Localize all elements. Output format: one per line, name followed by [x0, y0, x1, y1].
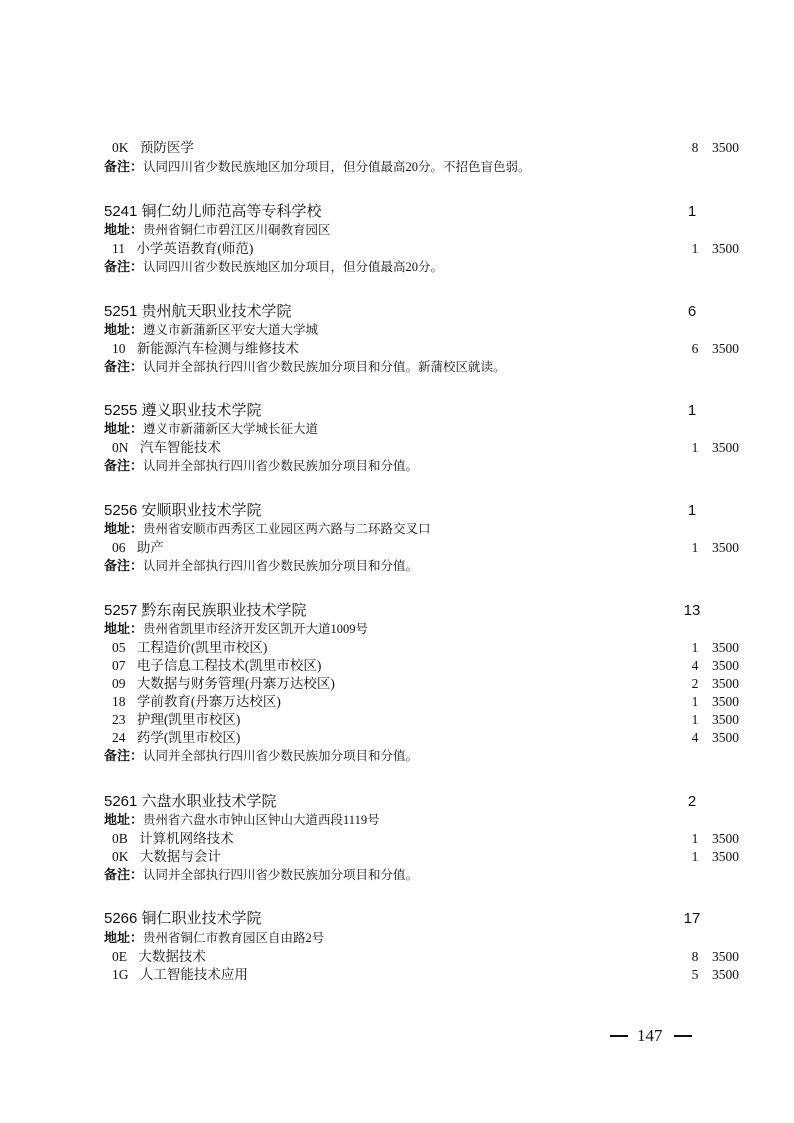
- major-fee: 3500: [712, 640, 739, 655]
- school-code: 5257: [104, 602, 138, 619]
- school-count: 1: [687, 502, 697, 519]
- major-code: 07: [112, 658, 126, 673]
- major-code: 06: [112, 540, 126, 555]
- major-count: 1: [691, 440, 699, 455]
- school-name: 铜仁职业技术学院: [141, 910, 262, 927]
- major-fee: 3500: [712, 676, 739, 691]
- note-text: 认同并全部执行四川省少数民族加分项目和分值。: [143, 868, 419, 882]
- school-name: 贵州航天职业技术学院: [141, 303, 292, 320]
- major-count: 1: [691, 849, 699, 864]
- address-label: 地址：: [104, 621, 144, 636]
- major-count: 1: [691, 712, 699, 727]
- address-row: [104, 420, 664, 438]
- address-text: 遵义市新蒲新区大学城长征大道: [143, 422, 319, 436]
- major-fee: 3500: [712, 949, 739, 964]
- school-code: 5256: [104, 502, 138, 519]
- major-code: 1G: [112, 967, 129, 982]
- school-heading: [104, 908, 701, 930]
- major-count: 4: [691, 658, 699, 673]
- major-name: 工程造价(凯里市校区): [136, 640, 268, 655]
- school-code: 5241: [104, 203, 138, 220]
- major-row: [104, 966, 739, 984]
- major-fee: 3500: [712, 140, 739, 155]
- major-row: [104, 729, 739, 747]
- major-fee: 3500: [712, 440, 739, 455]
- major-name: 学前教育(丹寨万达校区): [136, 694, 281, 709]
- address-row: [104, 221, 664, 239]
- major-name: 电子信息工程技术(凯里市校区): [136, 658, 322, 673]
- address-row: [104, 811, 664, 829]
- note-label: 备注：: [104, 458, 144, 473]
- school-code: 5261: [104, 793, 138, 810]
- major-row: [104, 657, 739, 675]
- major-code: 11: [112, 241, 125, 256]
- address-text: 贵州省安顺市西秀区工业园区两六路与二环路交叉口: [143, 522, 431, 536]
- address-text: 贵州省六盘水市钟山区钟山大道西段1119号: [143, 813, 380, 827]
- major-name: 大数据技术: [138, 949, 206, 964]
- major-count: 1: [691, 540, 699, 555]
- address-row: [104, 929, 664, 947]
- major-code: 0K: [112, 140, 129, 155]
- school-heading: [104, 301, 697, 323]
- major-name: 助产: [136, 540, 164, 555]
- major-row: [104, 693, 739, 711]
- note-row: [104, 457, 664, 475]
- address-label: 地址：: [104, 812, 144, 827]
- major-row: [104, 639, 739, 657]
- page-number-text: 147: [637, 1026, 663, 1045]
- school-count: 1: [687, 203, 697, 220]
- school-count: 2: [687, 793, 697, 810]
- major-row: [104, 948, 739, 966]
- major-fee: 3500: [712, 540, 739, 555]
- major-count: 8: [691, 949, 699, 964]
- major-row: [104, 340, 739, 358]
- page-number-dash-left: [610, 1035, 628, 1037]
- school-count: 17: [683, 910, 701, 927]
- major-row: [104, 439, 739, 457]
- major-code: 09: [112, 676, 126, 691]
- major-code: 05: [112, 640, 126, 655]
- note-label: 备注：: [104, 259, 144, 274]
- major-name: 药学(凯里市校区): [136, 730, 241, 745]
- note-row: [104, 258, 664, 276]
- major-row: [104, 539, 739, 557]
- school-heading: [104, 500, 697, 522]
- major-fee: 3500: [712, 712, 739, 727]
- major-code: 0K: [112, 849, 129, 864]
- note-row: [104, 158, 664, 176]
- major-code: 23: [112, 712, 126, 727]
- address-label: 地址：: [104, 222, 144, 237]
- major-row: [104, 848, 739, 866]
- major-row: [104, 240, 739, 258]
- major-code: 0N: [112, 440, 129, 455]
- major-count: 4: [691, 730, 699, 745]
- major-code: 10: [112, 341, 126, 356]
- major-row: [104, 830, 739, 848]
- major-name: 汽车智能技术: [139, 440, 221, 455]
- major-fee: 3500: [712, 658, 739, 673]
- school-name: 黔东南民族职业技术学院: [141, 602, 307, 619]
- address-label: 地址：: [104, 322, 144, 337]
- school-heading: [104, 600, 701, 622]
- note-row: [104, 557, 664, 575]
- address-text: 贵州省铜仁市教育园区自由路2号: [143, 931, 325, 945]
- school-count: 6: [687, 303, 697, 320]
- major-count: 2: [691, 676, 699, 691]
- major-code: 0E: [112, 949, 127, 964]
- note-label: 备注：: [104, 748, 144, 763]
- major-name: 新能源汽车检测与维修技术: [136, 341, 299, 356]
- address-label: 地址：: [104, 421, 144, 436]
- school-count: 1: [687, 402, 697, 419]
- address-row: [104, 620, 664, 638]
- note-row: [104, 866, 664, 884]
- major-count: 5: [691, 967, 699, 982]
- major-name: 大数据与财务管理(丹寨万达校区): [136, 676, 335, 691]
- school-code: 5266: [104, 910, 138, 927]
- address-text: 贵州省铜仁市碧江区川硐教育园区: [143, 223, 331, 237]
- major-count: 1: [691, 241, 699, 256]
- address-text: 贵州省凯里市经济开发区凯开大道1009号: [143, 622, 369, 636]
- major-row: [104, 675, 739, 693]
- major-fee: 3500: [712, 831, 739, 846]
- address-row: [104, 321, 664, 339]
- school-name: 铜仁幼儿师范高等专科学校: [141, 203, 322, 220]
- major-name: 护理(凯里市校区): [136, 712, 241, 727]
- school-name: 安顺职业技术学院: [141, 502, 262, 519]
- note-text: 认同四川省少数民族地区加分项目，但分值最高20分。: [143, 260, 444, 274]
- major-code: 24: [112, 730, 126, 745]
- major-name: 小学英语教育(师范): [136, 241, 254, 256]
- school-name: 遵义职业技术学院: [141, 402, 262, 419]
- note-text: 认同并全部执行四川省少数民族加分项目和分值。: [143, 559, 419, 573]
- major-code: 0B: [112, 831, 128, 846]
- major-name: 人工智能技术应用: [139, 967, 248, 982]
- note-text: 认同并全部执行四川省少数民族加分项目和分值。新蒲校区就读。: [143, 360, 506, 374]
- note-label: 备注：: [104, 159, 144, 174]
- major-fee: 3500: [712, 849, 739, 864]
- note-row: [104, 747, 664, 765]
- school-code: 5251: [104, 303, 138, 320]
- major-count: 1: [691, 694, 699, 709]
- note-label: 备注：: [104, 867, 144, 882]
- major-row: [104, 711, 739, 729]
- major-fee: 3500: [712, 730, 739, 745]
- major-row: [104, 139, 739, 157]
- page-number-dash-right: [674, 1035, 692, 1037]
- note-text: 认同并全部执行四川省少数民族加分项目和分值。: [143, 749, 419, 763]
- major-code: 18: [112, 694, 126, 709]
- major-name: 计算机网络技术: [139, 831, 234, 846]
- note-text: 认同四川省少数民族地区加分项目，但分值最高20分。不招色盲色弱。: [143, 160, 531, 174]
- address-row: [104, 520, 664, 538]
- major-fee: 3500: [712, 341, 739, 356]
- address-label: 地址：: [104, 521, 144, 536]
- major-fee: 3500: [712, 241, 739, 256]
- major-count: 6: [691, 341, 699, 356]
- major-fee: 3500: [712, 967, 739, 982]
- page-number: [610, 1024, 692, 1048]
- school-heading: [104, 400, 697, 422]
- note-label: 备注：: [104, 558, 144, 573]
- school-code: 5255: [104, 402, 138, 419]
- note-label: 备注：: [104, 359, 144, 374]
- note-row: [104, 358, 664, 376]
- major-name: 大数据与会计: [139, 849, 221, 864]
- school-heading: [104, 201, 697, 223]
- address-label: 地址：: [104, 930, 144, 945]
- school-name: 六盘水职业技术学院: [141, 793, 277, 810]
- note-text: 认同并全部执行四川省少数民族加分项目和分值。: [143, 459, 419, 473]
- major-name: 预防医学: [139, 140, 194, 155]
- major-count: 1: [691, 831, 699, 846]
- school-heading: [104, 791, 697, 813]
- major-count: 8: [691, 140, 699, 155]
- major-count: 1: [691, 640, 699, 655]
- school-count: 13: [683, 602, 701, 619]
- major-fee: 3500: [712, 694, 739, 709]
- address-text: 遵义市新蒲新区平安大道大学城: [143, 323, 319, 337]
